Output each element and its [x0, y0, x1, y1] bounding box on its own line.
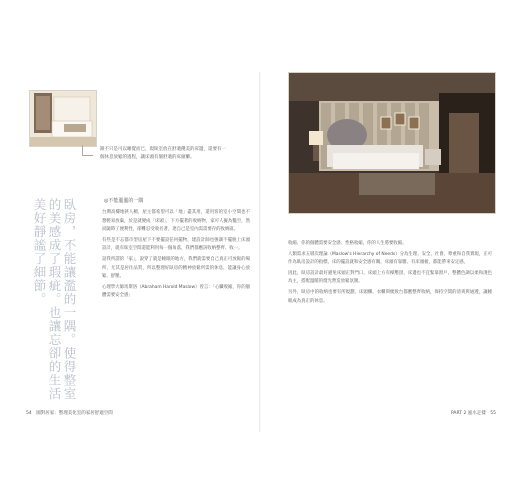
left-footer: 54 國對居家：整理美化室的家居舒適空間 [26, 411, 113, 416]
bedroom-photo-large [288, 72, 496, 214]
section-title: ◎不能濫濫的一隅 [104, 198, 144, 204]
left-body-text [102, 209, 250, 419]
paragraph: 因此，臥房設計最好避免床頭正對門口、床頭上方有樑壓頂，床邊也不宜緊靠窗戶，整體色調以柔和淺色為主，搭配溫暖的燈光營造放鬆氛圍。 [288, 270, 492, 285]
paragraph: 話我所謂的「家」，說穿了就是睡眠的地方，我們就需要自己真正可放鬆的場所，尤其是居住品質，所以整理好臥房的精神放鬆所需的休息，能讓身心放鬆、舒壓。 [102, 256, 250, 280]
bedroom-photo-small [29, 90, 97, 147]
caption-marker [82, 145, 93, 156]
paragraph: 台灣高樓地狹人稠，屋主都希望可以「地」盡其用，還用客的室小空間也不想輕易放棄，於是就變成「床頭」，下方擺著的收納物，家可人擬為鑿空，然而隨時了便利性，卻難忍受收名著，達自己是室內需需要存的收納區。 [102, 210, 250, 233]
paragraph: 另外，臥房中的收納也要有所規劃，床頭櫃、衣櫃與梳妝台都應整齊收納，保持空間的清爽與通透，讓睡眠成為真正的休息。 [288, 289, 492, 304]
photo-caption: 跟不只是可以睡覺而已，現臥室放在舒適優美的床邊，還要有一個休息放鬆的過程，讓床頭有個舒適的床頭櫃。 [100, 147, 226, 160]
paragraph: 人類需求五層次理論（Maslow's Hierarchy of Needs）分為生理、安全、社會、尊重和自我實現，正可作為臥房設計的指標，床的擺設就和安全感有關，床頭有靠牆、有床頭板，都能帶來安定感。 [288, 251, 492, 266]
right-body-text [288, 240, 492, 420]
page-gutter [259, 72, 261, 432]
paragraph: 收縮，你的個體需要安全感；性格收縮，你的人生將要收縮。 [288, 241, 407, 246]
paragraph: 有些是不忘都市型房屋下不要擺設任何擺物，建設計師也強調不擺脫上床頭設計，就有臥室空間還能利用每一個角落，我們都應該收納整齊、收一。 [102, 237, 250, 252]
left-page [12, 72, 260, 432]
right-page [262, 72, 510, 432]
paragraph: 心理學大師馬斯洛（Abraham Harold Maslow）曾言：「心臟收縮，你的個體需要安全感」 [102, 284, 250, 299]
right-footer: PART 2 風水走樣 55 [450, 411, 496, 416]
pull-quote: 臥房，不能讓濫的一隅。使得整室的美感成了瑕疵。也讓忘卻的生活美好靜謐了細節。 [32, 198, 77, 401]
